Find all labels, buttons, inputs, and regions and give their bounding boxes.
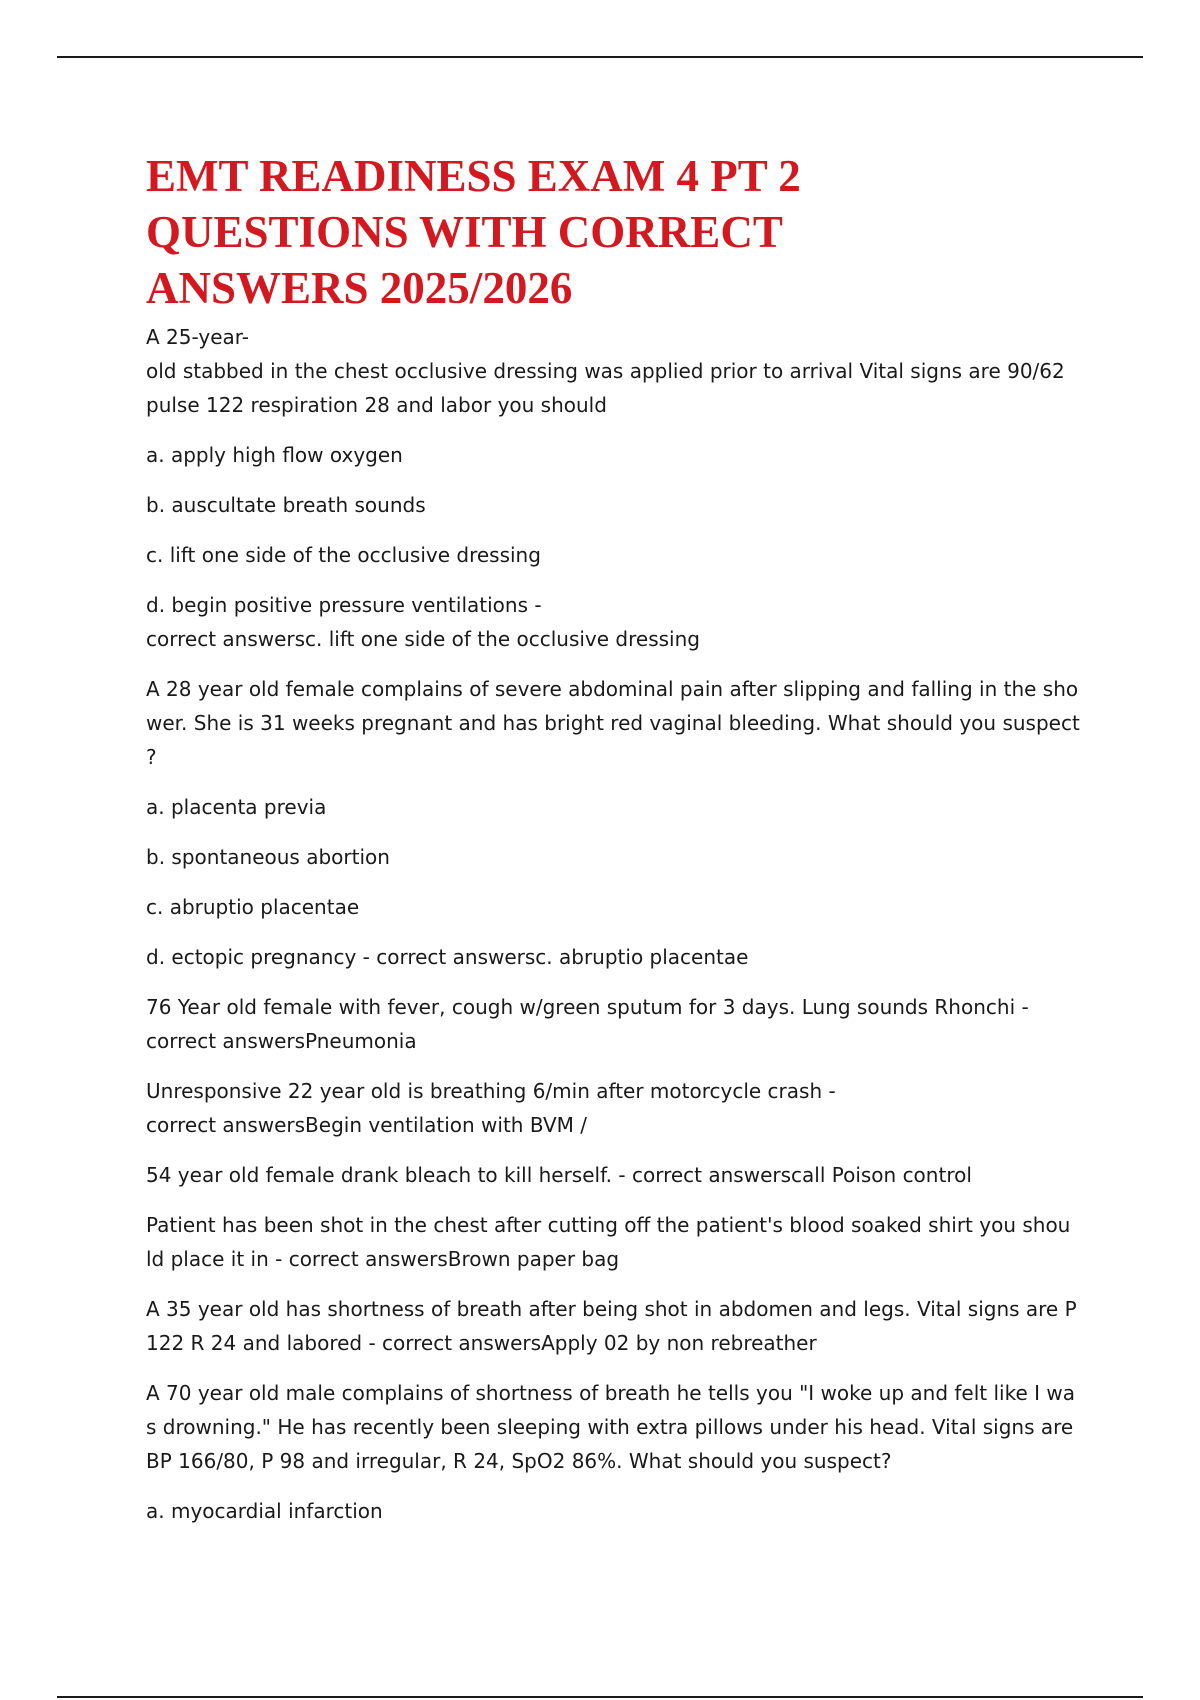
text-paragraph — [146, 588, 1066, 656]
text-paragraph — [146, 840, 1066, 874]
text-line: correct answersPneumonia — [146, 1029, 417, 1053]
text-line: c. abruptio placentae — [146, 895, 360, 919]
text-paragraph — [146, 538, 1066, 572]
text-line: a. apply high flow oxygen — [146, 443, 403, 467]
text-paragraph — [146, 940, 1066, 974]
page-top-rule — [57, 56, 1143, 58]
text-paragraph — [146, 1494, 1066, 1528]
text-line: BP 166/80, P 98 and irregular, R 24, SpO2 86%. What should you suspect? — [146, 1449, 892, 1473]
title-line: EMT READINESS EXAM 4 PT 2 — [146, 151, 801, 201]
text-line: b. auscultate breath sounds — [146, 493, 426, 517]
text-line: A 35 year old has shortness of breath after being shot in abdomen and legs. Vital signs are P — [146, 1297, 1077, 1321]
text-paragraph — [146, 1292, 1077, 1360]
text-line: ld place it in - correct answersBrown paper bag — [146, 1247, 620, 1271]
text-line: A 28 year old female complains of severe abdominal pain after slipping and falling in the sho — [146, 677, 1079, 701]
text-line: 54 year old female drank bleach to kill herself. - correct answerscall Poison control — [146, 1163, 972, 1187]
text-paragraph — [146, 990, 1066, 1058]
text-line: d. ectopic pregnancy - correct answersc. abruptio placentae — [146, 945, 749, 969]
question-list — [146, 320, 1080, 1528]
document-body — [146, 148, 1080, 1544]
text-line: ? — [146, 745, 157, 769]
text-paragraph — [146, 790, 1066, 824]
document-title — [146, 148, 1066, 316]
text-line: c. lift one side of the occlusive dressing — [146, 543, 541, 567]
text-line: correct answersc. lift one side of the occlusive dressing — [146, 627, 700, 651]
text-line: d. begin positive pressure ventilations - — [146, 593, 542, 617]
text-line: pulse 122 respiration 28 and labor you should — [146, 393, 607, 417]
text-line: b. spontaneous abortion — [146, 845, 390, 869]
page-bottom-rule — [57, 1696, 1143, 1698]
text-paragraph — [146, 438, 1066, 472]
text-line: correct answersBegin ventilation with BVM / — [146, 1113, 587, 1137]
text-paragraph — [146, 320, 1066, 422]
text-line: 76 Year old female with fever, cough w/green sputum for 3 days. Lung sounds Rhonchi - — [146, 995, 1029, 1019]
text-paragraph — [146, 1208, 1071, 1276]
text-line: Unresponsive 22 year old is breathing 6/min after motorcycle crash - — [146, 1079, 836, 1103]
text-line: wer. She is 31 weeks pregnant and has bright red vaginal bleeding. What should you suspect — [146, 711, 1080, 735]
text-line: s drowning." He has recently been sleeping with extra pillows under his head. Vital signs are — [146, 1415, 1074, 1439]
title-line: QUESTIONS WITH CORRECT — [146, 207, 783, 257]
text-line: A 70 year old male complains of shortness of breath he tells you "I woke up and felt like I wa — [146, 1381, 1076, 1405]
text-line: Patient has been shot in the chest after cutting off the patient's blood soaked shirt you shou — [146, 1213, 1071, 1237]
text-line: a. myocardial infarction — [146, 1499, 383, 1523]
text-paragraph — [146, 488, 1066, 522]
text-paragraph — [146, 890, 1066, 924]
text-paragraph — [146, 1158, 1066, 1192]
text-paragraph — [146, 672, 1080, 774]
text-line: a. placenta previa — [146, 795, 327, 819]
text-line: A 25-year- — [146, 325, 249, 349]
title-line: ANSWERS 2025/2026 — [146, 263, 573, 313]
text-line: 122 R 24 and labored - correct answersApply 02 by non rebreather — [146, 1331, 817, 1355]
text-paragraph — [146, 1376, 1076, 1478]
text-line: old stabbed in the chest occlusive dressing was applied prior to arrival Vital signs are 90/62 — [146, 359, 1065, 383]
text-paragraph — [146, 1074, 1066, 1142]
